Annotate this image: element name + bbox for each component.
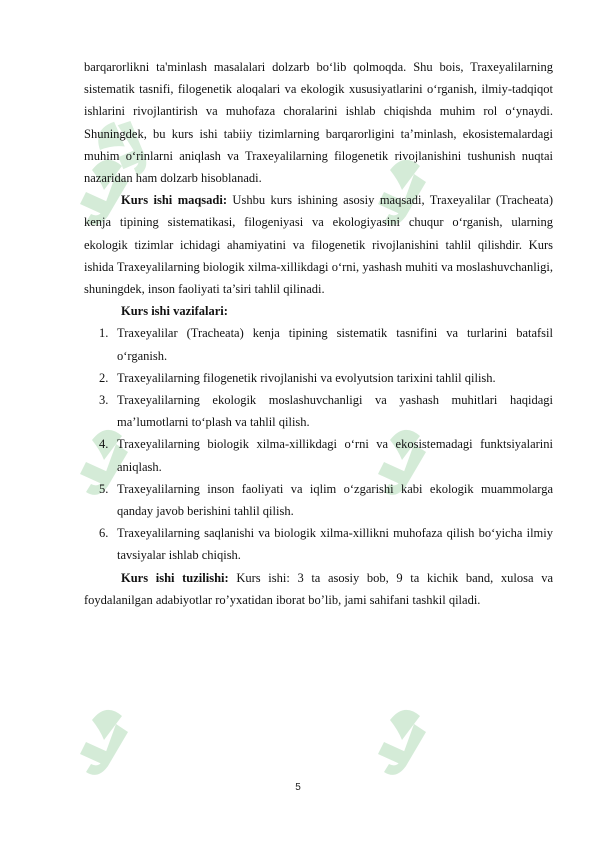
- list-item-text: Traxeyalilarning filogenetik rivojlanishi va evolyutsion tarixini tahlil qilish.: [117, 370, 496, 385]
- list-item: [84, 367, 553, 389]
- list-item-text: Traxeyalilarning saqlanishi va biologik xilma-xillikni muhofaza qilish bo‘yicha ilmiy tavsiyalar ishlab chiqish.: [117, 526, 553, 563]
- list-item-number: 1.: [99, 326, 109, 341]
- watermark-mark-5: [72, 700, 142, 795]
- list-item: [84, 389, 553, 433]
- list-item-number: 6.: [99, 526, 109, 541]
- goal-text: Ushbu kurs ishining asosiy maqsadi, Traxeyalilar (Tracheata) kenja tipining sistematikasi, filogeniyasi va ekologiyasini chuqur o‘rganish, ularning ekologik tizimlar ichidagi ahamiyatini va filogenetik rivojlanishini tahlil qilishdir. Kurs ishida Traxeyalilarning biologik xilma-xillikdagi o‘rni, yashash muhiti va moslashuvchanligi, shuningdek, inson faoliyati ta’siri tahlil qilinadi.: [84, 193, 553, 297]
- list-item: [84, 322, 553, 366]
- list-item: [84, 478, 553, 522]
- list-item-number: 2.: [99, 370, 109, 385]
- structure-paragraph: [84, 567, 553, 611]
- document-body: [84, 56, 553, 611]
- list-item: [84, 522, 553, 566]
- list-item-number: 3.: [99, 393, 109, 408]
- page-number: 5: [295, 782, 301, 793]
- intro-paragraph: barqarorlikni ta'minlash masalalari dolzarb bo‘lib qolmoqda. Shu bois, Traxeyalilarning sistematik tasnifi, filogenetik aloqalari va ekologik xususiyatlarini o‘rganish, ilmiy-tadqiqot ishlarini rivojlantirish va muhofaza choralarini ishlab chiqishda muhim rol o‘ynaydi. Shuningdek, bu kurs ishi tabiiy tizimlarning barqarorligini ta’minlash, ekosistemalardagi muhim o‘rinlarni aniqlash va Traxeyalilarning filogenetik rivojlanishini tushunish nuqtai nazaridan ham dolzarb hisoblanadi.: [84, 60, 553, 186]
- goal-label: Kurs ishi maqsadi:: [121, 193, 228, 208]
- tasks-list: [84, 322, 553, 566]
- list-item-text: Traxeyalilarning inson faoliyati va iqlim o‘zgarishi kabi ekologik muammolarga qanday javob berishini tahlil qilish.: [117, 481, 553, 519]
- watermark-mark-6: [370, 700, 440, 795]
- structure-text: Kurs ishi: 3 ta asosiy bob, 9 ta kichik band, xulosa va foydalanilgan adabiyotlar ro’yxatidan iborat bo’lib, jami sahifani tashkil qiladi.: [84, 570, 553, 607]
- list-item-text: Traxeyalilar (Tracheata) kenja tipining sistematik tasnifini va turlarini batafsil o‘rganish.: [117, 326, 553, 363]
- list-item-number: 5.: [99, 481, 109, 496]
- list-item-text: Traxeyalilarning ekologik moslashuvchanligi va yashash muhitlari haqidagi ma’lumotlarni to‘plash va tahlil qilish.: [117, 393, 553, 430]
- list-item-text: Traxeyalilarning biologik xilma-xillikdagi o‘rni va ekosistemadagi funktsiyalarini aniqlash.: [117, 437, 553, 474]
- structure-label: Kurs ishi tuzilishi:: [121, 570, 229, 585]
- list-item: [84, 433, 553, 477]
- tasks-heading: Kurs ishi vazifalari:: [121, 304, 228, 319]
- goal-paragraph: [84, 189, 553, 300]
- list-item-number: 4.: [99, 437, 109, 452]
